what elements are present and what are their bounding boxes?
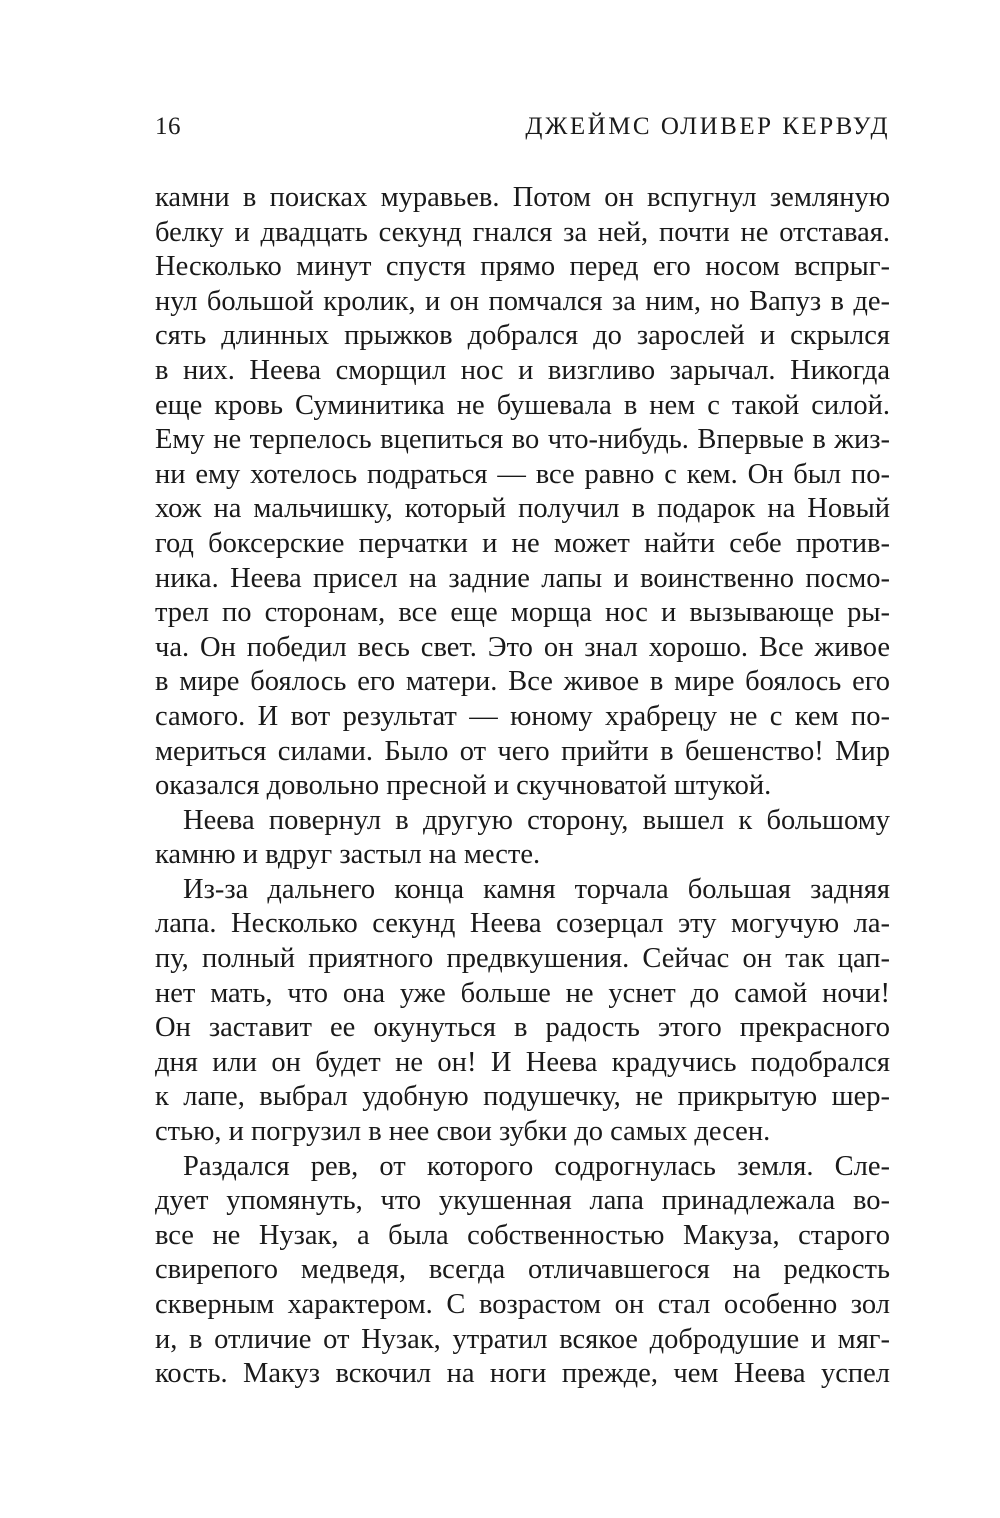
text-line: оказался довольно пресной и скучноватой штукой. bbox=[155, 770, 772, 802]
text-line: дует упомянуть, что укушенная лапа принадлежала во- bbox=[155, 1185, 890, 1217]
text-line: в них. Неева сморщил нос и визгливо зарычал. Никогда bbox=[155, 354, 890, 386]
text-line: к лапе, выбрал удобную подушечку, не прикрытую шер- bbox=[155, 1081, 890, 1113]
text-line: и, в отличие от Нузак, утратил всякое добродушие и мяг- bbox=[155, 1323, 890, 1355]
text-line: ча. Он победил весь свет. Это он знал хорошо. Все живое bbox=[155, 631, 890, 663]
text-line: кость. Макуз вскочил на ноги прежде, чем Неева успел bbox=[155, 1358, 890, 1390]
text-line: Раздался рев, от которого содрогнулась земля. Сле- bbox=[183, 1150, 890, 1182]
text-line: Из-за дальнего конца камня торчала большая задняя bbox=[183, 873, 890, 905]
text-line: мериться силами. Было от чего прийти в бешенство! Мир bbox=[155, 735, 890, 767]
text-line: трел по сторонам, все еще морща нос и вызывающе ры- bbox=[155, 597, 890, 629]
text-line: нул большой кролик, и он помчался за ним, но Вапуз в де- bbox=[155, 285, 890, 317]
text-line: свирепого медведя, всегда отличавшегося на редкость bbox=[155, 1254, 890, 1286]
text-line: дня или он будет не он! И Неева крадучись подобрался bbox=[155, 1046, 890, 1078]
text-line: нет мать, что она уже больше не уснет до самой ночи! bbox=[155, 977, 890, 1009]
text-line: все не Нузак, а была собственностью Макуза, старого bbox=[155, 1219, 890, 1251]
running-head bbox=[155, 113, 890, 147]
text-line: камню и вдруг застыл на месте. bbox=[155, 839, 541, 871]
text-line: в мире боялось его матери. Все живое в мире боялось его bbox=[155, 666, 890, 698]
text-line: еще кровь Суминитика не бушевала в нем с такой силой. bbox=[155, 389, 890, 421]
text-line: сять длинных прыжков добрался до зарослей и скрылся bbox=[155, 320, 890, 352]
text-line: ника. Неева присел на задние лапы и воинственно посмо- bbox=[155, 562, 890, 594]
text-line: стью, и погрузил в нее свои зубки до самых десен. bbox=[155, 1116, 771, 1148]
text-line: скверным характером. С возрастом он стал особенно зол bbox=[155, 1289, 890, 1320]
book-page bbox=[155, 0, 890, 1518]
text-line: Ему не терпелось вцепиться во что-нибудь. Впервые в жиз- bbox=[155, 424, 890, 456]
text-line: Он заставит ее окунуться в радость этого прекрасного bbox=[155, 1012, 890, 1044]
text-line: белку и двадцать секунд гнался за ней, почти не отставая. bbox=[155, 216, 890, 248]
author-name: ДЖЕЙМС ОЛИВЕР КЕРВУД bbox=[525, 113, 890, 140]
text-line: лапа. Несколько секунд Неева созерцал эту могучую ла- bbox=[155, 908, 890, 940]
body-text bbox=[155, 181, 890, 1392]
text-line: камни в поисках муравьев. Потом он вспугнул земляную bbox=[155, 182, 890, 213]
page-number: 16 bbox=[155, 113, 181, 140]
text-line: год боксерские перчатки и не может найти себе против- bbox=[155, 527, 890, 559]
text-line: Несколько минут спустя прямо перед его носом вспрыг- bbox=[155, 251, 890, 283]
text-line: хож на мальчишку, который получил в подарок на Новый bbox=[155, 493, 890, 525]
text-line: самого. И вот результат — юному храбрецу не с кем по- bbox=[155, 700, 890, 732]
text-line: ни ему хотелось подраться — все равно с кем. Он был по- bbox=[155, 458, 890, 490]
text-line: пу, полный приятного предвкушения. Сейчас он так цап- bbox=[155, 943, 890, 975]
text-line: Неева повернул в другую сторону, вышел к большому bbox=[183, 804, 890, 836]
